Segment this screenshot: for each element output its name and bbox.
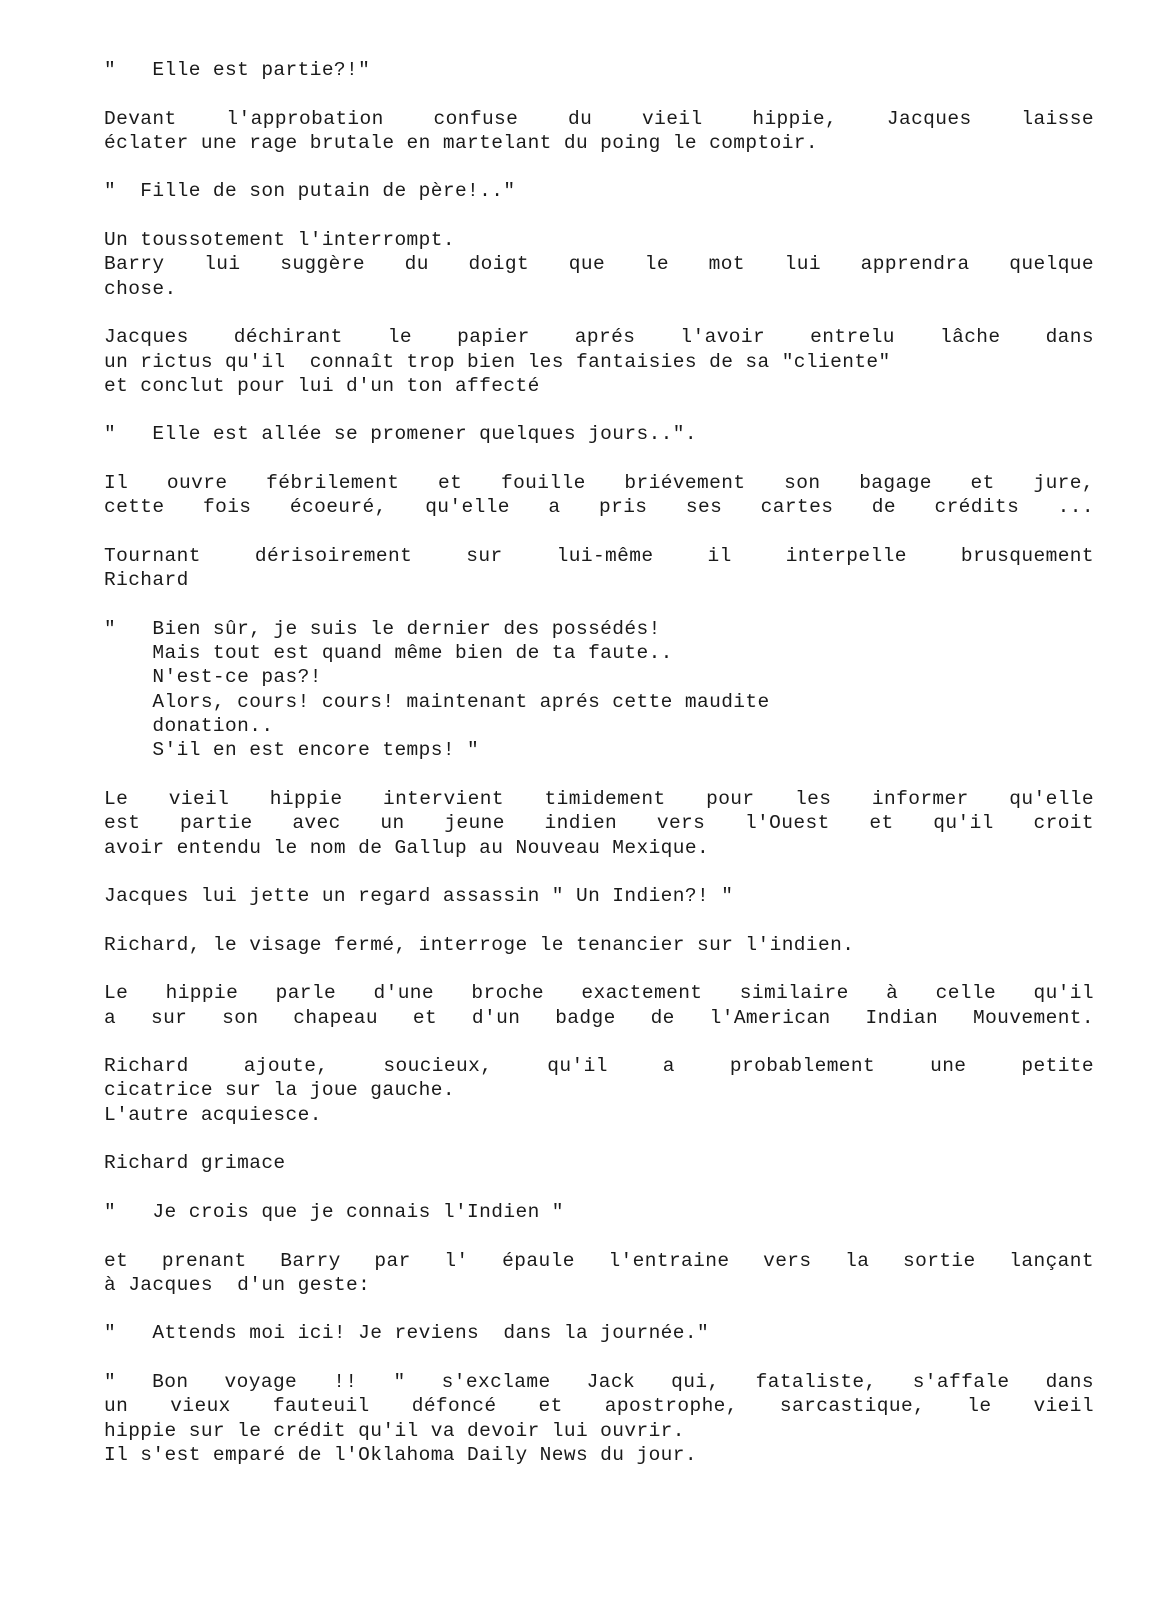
text-line: Il s'est emparé de l'Oklahoma Daily News du jour. xyxy=(104,1443,697,1466)
paragraph-visage-ferme xyxy=(104,933,1094,957)
text-line: un vieux fauteuil défoncé et apostrophe, sarcastique, le vieil xyxy=(104,1395,1094,1418)
text-line: Richard, le visage fermé, interroge le tenancier sur l'indien. xyxy=(104,933,855,956)
paragraph-tournant xyxy=(104,544,1094,593)
paragraph-promener xyxy=(104,422,1094,446)
text-line: " Attends moi ici! Je reviens dans la journée." xyxy=(104,1322,710,1345)
text-line: S'il en est encore temps! " xyxy=(104,739,480,762)
paragraph-fille xyxy=(104,179,1094,203)
text-line: Jacques lui jette un regard assassin " Un Indien?! " xyxy=(104,885,734,908)
text-line: Mais tout est quand même bien de ta faute.. xyxy=(104,642,673,665)
text-line: Jacques déchirant le papier aprés l'avoir entrelu lâche dans xyxy=(104,326,1094,349)
text-line: " Elle est partie?!" xyxy=(104,59,371,81)
paragraph-dechirant xyxy=(104,325,1094,398)
text-line: Alors, cours! cours! maintenant aprés cette maudite xyxy=(104,690,770,713)
text-line: un rictus qu'il connaît trop bien les fantaisies de sa "cliente" xyxy=(104,350,891,373)
paragraph-bon-voyage xyxy=(104,1370,1094,1467)
text-line: cette fois écoeuré, qu'elle a pris ses cartes de crédits ... xyxy=(104,496,1094,519)
paragraph-elle-est-partie xyxy=(104,58,1094,82)
text-line: " Je crois que je connais l'Indien " xyxy=(104,1200,564,1223)
paragraph-quote-possedes xyxy=(104,617,1094,763)
paragraph-attends-moi xyxy=(104,1321,1094,1345)
text-line: Le hippie parle d'une broche exactement similaire à celle qu'il xyxy=(104,982,1094,1005)
text-line: N'est-ce pas?! xyxy=(104,666,322,689)
text-line: Tournant dérisoirement sur lui-même il interpelle brusquement xyxy=(104,544,1094,567)
text-line: Barry lui suggère du doigt que le mot lui apprendra quelque xyxy=(104,253,1094,276)
text-line: L'autre acquiesce. xyxy=(104,1103,322,1126)
text-line: et conclut pour lui d'un ton affecté xyxy=(104,374,540,397)
document-text xyxy=(104,58,1094,1492)
text-line: avoir entendu le nom de Gallup au Nouveau Mexique. xyxy=(104,836,710,859)
text-line: Il ouvre fébrilement et fouille briévement son bagage et jure, xyxy=(104,472,1094,495)
text-line: donation.. xyxy=(104,715,274,738)
text-line: éclater une rage brutale en martelant du poing le comptoir. xyxy=(104,131,819,154)
text-line: chose. xyxy=(104,277,177,300)
paragraph-bagage xyxy=(104,471,1094,520)
text-line: " Elle est allée se promener quelques jours..". xyxy=(104,423,697,446)
paragraph-toussotement xyxy=(104,228,1094,301)
text-line: hippie sur le crédit qu'il va devoir lui ouvrir. xyxy=(104,1419,685,1442)
text-line: Richard grimace xyxy=(104,1152,286,1175)
paragraph-approbation xyxy=(104,107,1094,156)
text-line: " Bien sûr, je suis le dernier des possédés! xyxy=(104,617,661,640)
paragraph-broche xyxy=(104,981,1094,1030)
paragraph-cicatrice xyxy=(104,1054,1094,1127)
paragraph-regard-assassin xyxy=(104,884,1094,908)
paragraph-connais-indien xyxy=(104,1200,1094,1224)
text-line: Un toussotement l'interrompt. xyxy=(104,229,455,252)
text-line: a sur son chapeau et d'un badge de l'American Indian Mouvement. xyxy=(104,1006,1094,1029)
text-line: " Fille de son putain de père!.." xyxy=(104,180,516,203)
text-line: Richard ajoute, soucieux, qu'il a probablement une petite xyxy=(104,1055,1094,1078)
text-line: et prenant Barry par l' épaule l'entraine vers la sortie lançant xyxy=(104,1249,1094,1272)
paragraph-grimace xyxy=(104,1151,1094,1175)
text-line: à Jacques d'un geste: xyxy=(104,1273,371,1296)
text-line: est partie avec un jeune indien vers l'Ouest et qu'il croit xyxy=(104,812,1094,835)
text-line: cicatrice sur la joue gauche. xyxy=(104,1079,455,1102)
text-line: " Bon voyage !! " s'exclame Jack qui, fataliste, s'affale dans xyxy=(104,1371,1094,1394)
paragraph-prenant-barry xyxy=(104,1249,1094,1298)
text-line: Richard xyxy=(104,569,189,592)
text-line: Le vieil hippie intervient timidement pour les informer qu'elle xyxy=(104,787,1094,810)
paragraph-vieil-hippie xyxy=(104,787,1094,860)
text-line: Devant l'approbation confuse du vieil hippie, Jacques laisse xyxy=(104,107,1094,130)
